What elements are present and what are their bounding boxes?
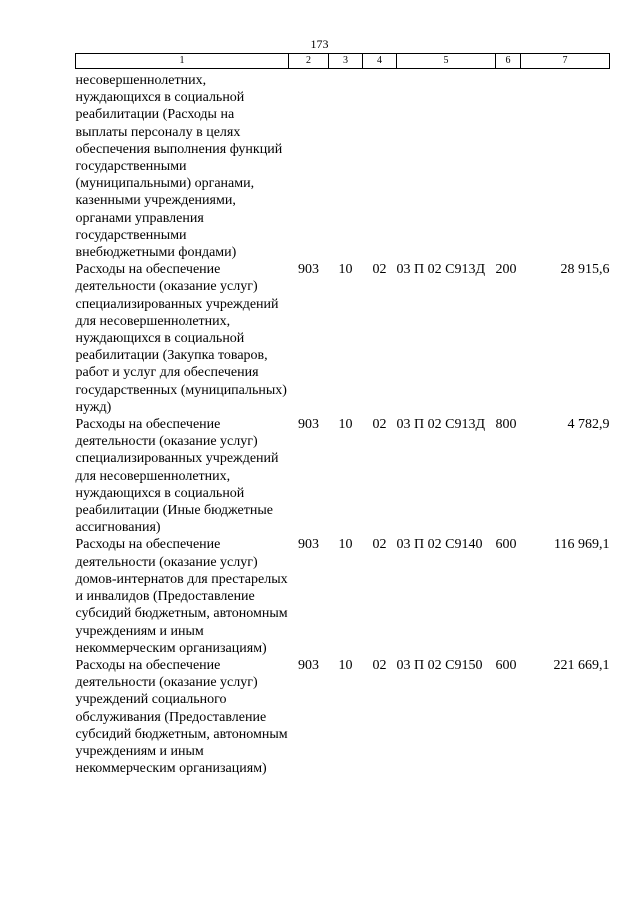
row-description: Расходы на обеспечение деятельности (оказание услуг) специализированных учреждений для несовершеннолетних, нуждающихся в социальной реабилитации (Закупка товаров, работ и услуг для обеспечения государственных (муниципальных) нужд) [75, 262, 287, 415]
row-target-article: 03 П 02 С913Д [396, 417, 485, 433]
column-header-3: 3 [329, 54, 363, 69]
row-ministry: 903 [298, 262, 319, 278]
row-subsection: 02 [372, 537, 387, 553]
row-expense-type: 800 [495, 417, 517, 433]
row-expense-type: 200 [495, 262, 517, 278]
row-target-article [397, 69, 496, 262]
row-subsection: 02 [372, 657, 387, 673]
page-number: 173 [310, 37, 329, 51]
table-row [76, 657, 610, 777]
row-target-article: 03 П 02 С913Д [396, 262, 485, 278]
row-section: 10 [338, 657, 353, 673]
row-description: Расходы на обеспечение деятельности (оказание услуг) специализированных учреждений для несовершеннолетних, нуждающихся в социальной реабилитации (Иные бюджетные ассигнования) [75, 417, 279, 536]
column-header-2: 2 [289, 54, 329, 69]
row-amount: 28 915,6 [560, 262, 610, 278]
table-body [76, 69, 610, 778]
table-row [76, 69, 610, 262]
row-section: 10 [338, 417, 353, 433]
budget-table [75, 53, 610, 777]
row-ministry [289, 69, 329, 262]
row-target-article: 03 П 02 С9150 [396, 657, 483, 673]
table-row [76, 536, 610, 656]
table-row [76, 261, 610, 416]
row-amount: 4 782,9 [567, 417, 610, 433]
row-subsection: 02 [372, 262, 387, 278]
row-ministry: 903 [298, 417, 319, 433]
row-subsection: 02 [372, 417, 387, 433]
row-description: несовершеннолетних, нуждающихся в социальной реабилитации (Расходы на выплаты персоналу в целях обеспечения выполнения функций государственными (муниципальными) органами, казенными учреждениями, органами управления государственными внебюджетными фондами) [75, 73, 283, 261]
row-ministry: 903 [298, 537, 319, 553]
table-header [76, 54, 610, 69]
row-expense-type: 600 [495, 657, 517, 673]
row-subsection [363, 69, 397, 262]
column-header-4: 4 [363, 54, 397, 69]
row-ministry: 903 [298, 657, 319, 673]
column-header-7: 7 [521, 54, 610, 69]
row-expense-type: 600 [495, 537, 517, 553]
row-amount [521, 69, 610, 262]
row-expense-type [496, 69, 521, 262]
column-header-1: 1 [76, 54, 289, 69]
column-header-6: 6 [496, 54, 521, 69]
row-section: 10 [338, 262, 353, 278]
column-header-5: 5 [397, 54, 496, 69]
row-description: Расходы на обеспечение деятельности (оказание услуг) учреждений социального обслуживания (Предоставление субсидий бюджетным, автономным учреждениям и иным некоммерческим организациям) [75, 657, 288, 777]
row-section: 10 [338, 537, 353, 553]
row-amount: 116 969,1 [554, 537, 610, 553]
table-row [76, 416, 610, 536]
header-row [76, 54, 610, 69]
row-description: Расходы на обеспечение деятельности (оказание услуг) домов-интернатов для престарелых и инвалидов (Предоставление субсидий бюджетным, автономным учреждениям и иным некоммерческим организациям) [75, 537, 288, 656]
row-amount: 221 669,1 [553, 657, 610, 673]
row-target-article: 03 П 02 С9140 [396, 537, 483, 553]
row-section [329, 69, 363, 262]
